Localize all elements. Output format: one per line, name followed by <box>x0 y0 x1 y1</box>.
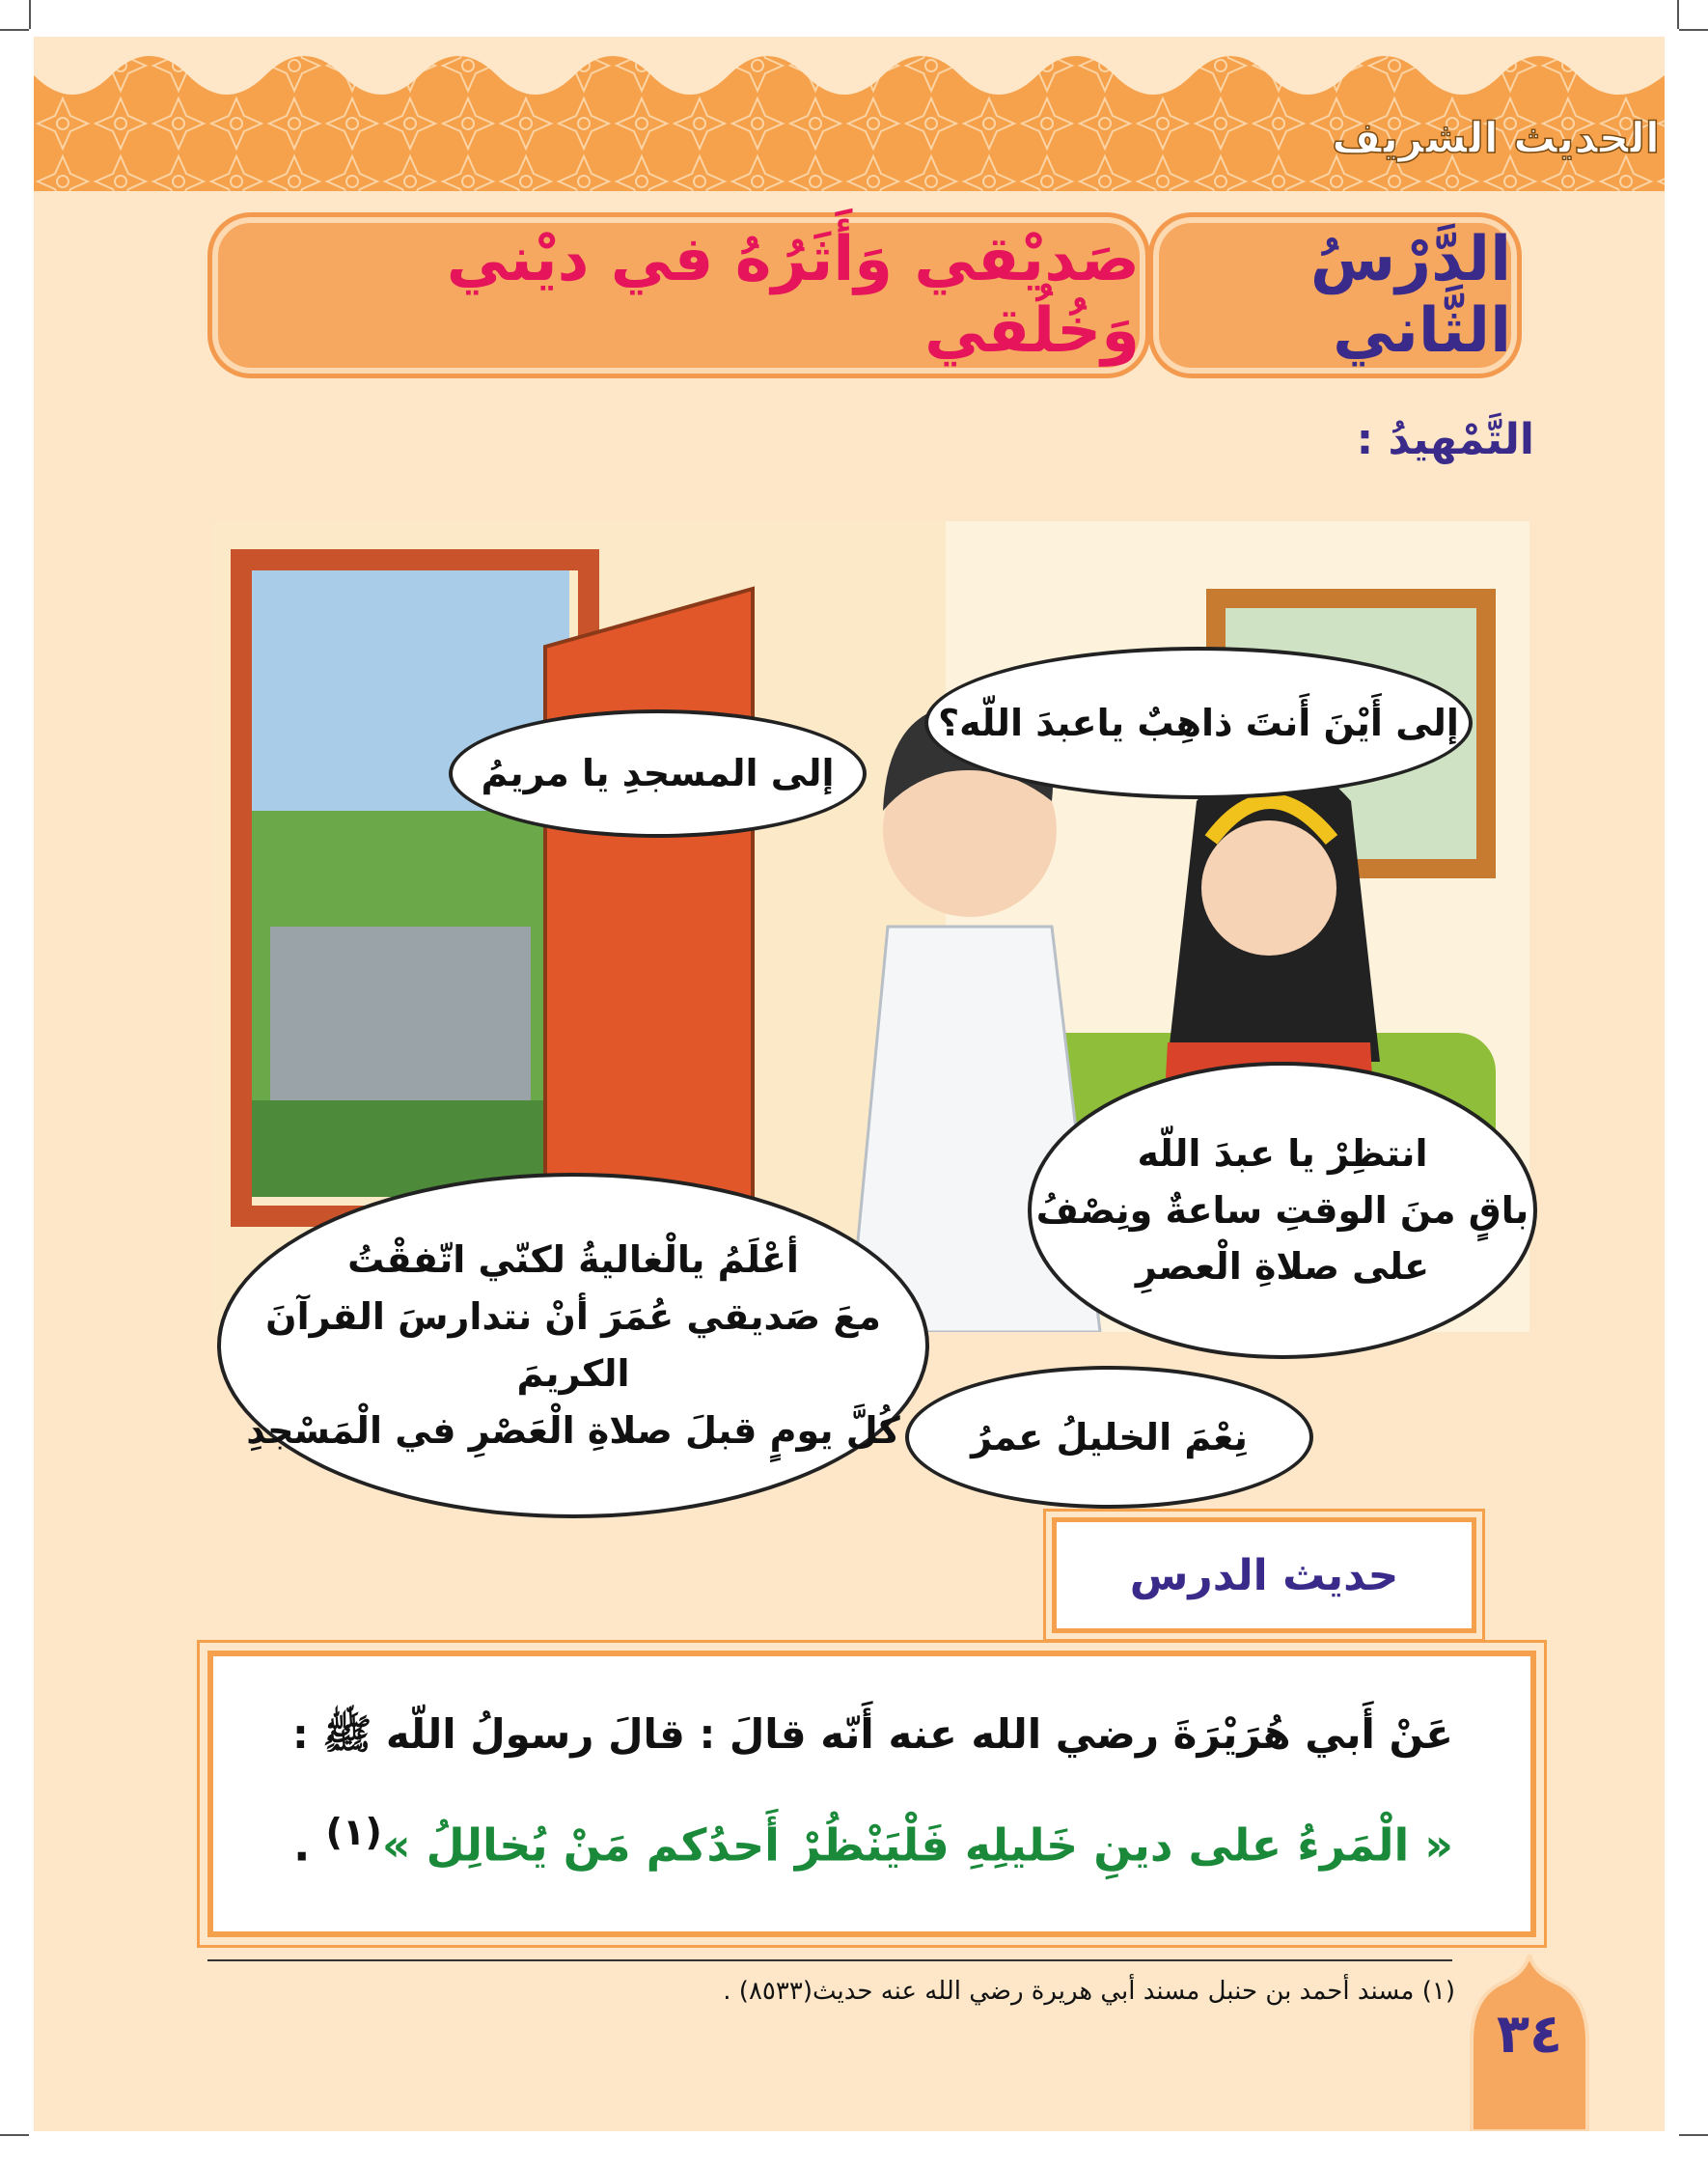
intro-label: التَّمْهيدُ : <box>1356 415 1534 464</box>
hadith-text-line <box>293 1811 1453 1871</box>
speech-bubble-boy-answer <box>449 709 867 838</box>
hadith-narration: عَنْ أَبي هُرَيْرَةَ رضي الله عنه أَنّه قالَ : قالَ رسولُ اللّه ﷺ : <box>292 1710 1453 1758</box>
crop-mark <box>0 2134 29 2136</box>
bubble-text: نِعْمَ الخليلُ عمرُ <box>971 1415 1248 1458</box>
footnote-ref: (١) <box>325 1811 382 1854</box>
speech-bubble-girl-question <box>924 647 1473 799</box>
bubble-text: إلى أَيْنَ أَنتَ ذاهِبٌ ياعبدَ اللّه؟ <box>938 701 1459 744</box>
hadith-end: . <box>292 1818 311 1872</box>
bubble-line: معَ صَديقي عُمَرَ أنْ نتدارسَ القرآنَ الكريمَ <box>265 1295 881 1395</box>
bubble-text: إلى المسجدِ يا مريمُ <box>481 752 835 795</box>
footnote-divider <box>207 1959 1452 1961</box>
hadith-text: « الْمَرءُ على دينِ خَليلِهِ فَلْيَنْظُرْ أَحدُكم مَنْ يُخالِلُ » <box>381 1818 1453 1872</box>
page-number-badge <box>1467 1955 1592 2131</box>
crop-mark <box>0 29 29 31</box>
bubble-line: على صلاةِ الْعصرِ <box>1135 1245 1430 1289</box>
bubble-line: كُلَّ يومٍ قبلَ صلاةِ الْعَصْرِ في الْمَسْجدِ <box>246 1408 900 1452</box>
crop-mark <box>1679 29 1708 31</box>
bubble-line: انتظِرْ يا عبدَ اللّه <box>1137 1131 1428 1175</box>
lesson-number: الدَّرْسُ الثَّاني <box>1153 217 1517 374</box>
page-number: ٣٤ <box>1496 2003 1563 2066</box>
hadith-label: حديث الدرس <box>1052 1517 1476 1633</box>
speech-bubble-girl-wait <box>1028 1062 1537 1359</box>
bubble-line: باقٍ منَ الوقتِ ساعةٌ ونِصْفُ <box>1035 1188 1529 1232</box>
speech-bubble-boy-explain <box>217 1173 929 1518</box>
speech-bubble-girl-praise <box>905 1366 1313 1509</box>
hadith-box <box>207 1651 1536 1937</box>
bubble-line: أعْلَمُ يالْغاليةُ لكنّي اتّفقْتُ <box>347 1238 799 1282</box>
section-title: الحديث الشريف <box>1332 114 1660 163</box>
crop-mark <box>1677 0 1679 29</box>
lesson-title: صَديْقي وَأَثَرُهُ في ديْني وَخُلُقي <box>212 217 1145 374</box>
crop-mark <box>29 0 31 29</box>
crop-mark <box>1679 2134 1708 2136</box>
footnote: (١) مسند أحمد بن حنبل مسند أبي هريرة رضي الله عنه حديث(٨٥٣٣) . <box>723 1977 1455 2006</box>
